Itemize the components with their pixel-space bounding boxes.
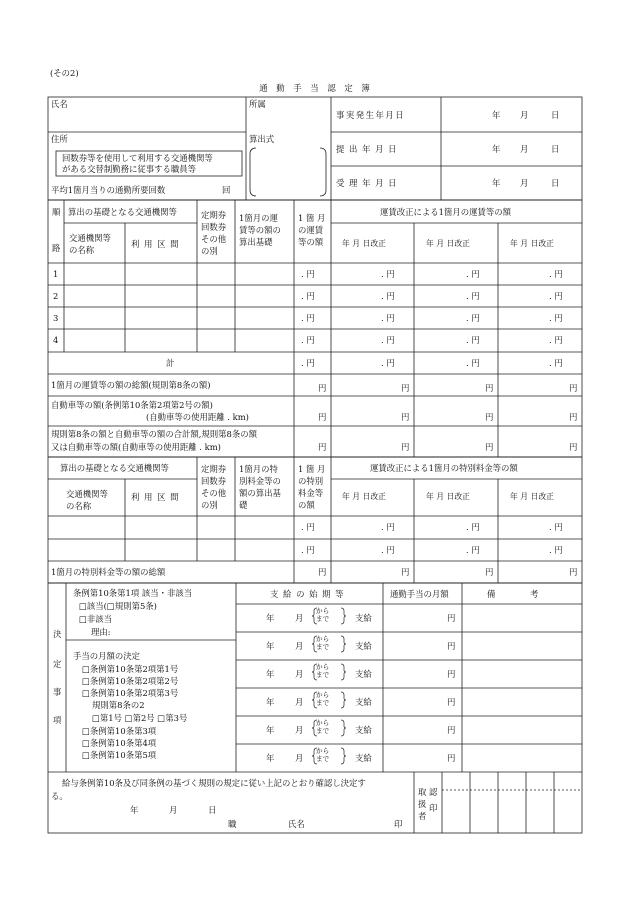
sp-yen-total-c2: 円 — [401, 567, 410, 577]
order-label-top: 順 — [52, 207, 61, 217]
row-number-4: 4 — [53, 335, 59, 345]
yen-r3-c2: . 円 — [381, 313, 395, 323]
decision-vertical-1: 決 — [53, 629, 62, 639]
submit-date-label: 提 出 年 月 日 — [336, 144, 398, 154]
total-label: 計 — [166, 358, 175, 368]
pay6-yen: 円 — [447, 753, 456, 763]
pay5-month: 月 — [295, 725, 304, 735]
applicability-line: 条例第10条第1項 該当・非該当 — [73, 588, 193, 598]
fare-revision-title: 運賃改正による1箇月の運賃等の額 — [380, 207, 511, 217]
basis-title: 算出の基礎となる交通機関等 — [68, 207, 177, 217]
yen-car-c1: 円 — [318, 412, 327, 422]
name-label: 氏名 — [51, 99, 68, 109]
car-label-2: (自動車等の使用距離 . km) — [146, 412, 249, 422]
special-agency-2: の名称 — [66, 501, 92, 511]
pass-label-3: その他 — [201, 234, 227, 244]
combined-label-1: 規則第8条の額と自動車等の額の合計額,規則第8条の額 — [51, 429, 257, 439]
yen-sum-c3: 円 — [485, 383, 494, 393]
statement-line-2: る。 — [51, 791, 68, 801]
pay1-month: 月 — [295, 613, 304, 623]
special-basis-3: 額の算出基 — [239, 488, 281, 498]
address-label: 住所 — [51, 134, 68, 144]
row-number-2: 2 — [53, 291, 59, 301]
yen-total-c2: . 円 — [381, 358, 395, 368]
yen-car-c3: 円 — [485, 412, 494, 422]
pay3-label: 支給 — [355, 669, 372, 679]
yen-r1-c4: . 円 — [549, 269, 563, 279]
rule-8-2-options[interactable]: □第1号 □第2号 □第3号 — [92, 713, 188, 723]
pay5-year: 年 — [266, 725, 275, 735]
option-2-3-checkbox[interactable]: □条例第10条第2項第3号 — [82, 688, 179, 698]
sp-yen-r1-c1: . 円 — [301, 522, 315, 532]
handler-char-2: 扱 — [418, 799, 427, 809]
fare-amount-1: 1 箇 月 — [298, 213, 326, 223]
special-route: 利 用 区 間 — [131, 492, 180, 502]
sp-yen-r2-c4: . 円 — [549, 545, 563, 555]
pay4-until: まで — [316, 699, 330, 707]
special-total-label: 1箇月の特別料金等の額の総額 — [51, 567, 166, 577]
yen-r2-c4: . 円 — [549, 291, 563, 301]
receipt-year: 年 — [492, 178, 501, 188]
yen-r1-c2: . 円 — [381, 269, 395, 279]
receipt-month: 月 — [520, 178, 529, 188]
handler-char-4: 認 — [429, 787, 438, 797]
fare-amount-2: の運賃 — [298, 225, 324, 235]
pay4-yen: 円 — [447, 697, 456, 707]
sp-yen-total-c4: 円 — [569, 567, 578, 577]
pay5-from: から — [316, 719, 330, 727]
handler-char-1: 取 — [418, 787, 427, 797]
option-5-checkbox[interactable]: □条例第10条第5項 — [82, 750, 157, 760]
yen-total-c4: . 円 — [549, 358, 563, 368]
yen-r3-c4: . 円 — [549, 313, 563, 323]
yen-r2-c2: . 円 — [381, 291, 395, 301]
fare-amount-3: 等の額 — [298, 237, 324, 247]
sp-yen-r1-c2: . 円 — [381, 522, 395, 532]
special-amount-4: の額 — [298, 500, 315, 510]
car-label-1: 自動車等の額(条例第10条第2項第2号の額) — [51, 400, 213, 410]
pay5-yen: 円 — [447, 725, 456, 735]
pay3-yen: 円 — [447, 669, 456, 679]
event-year: 年 — [492, 110, 501, 120]
reason-label: 理由: — [91, 627, 111, 637]
pay6-from: から — [316, 747, 330, 755]
special-basis-2: 別料金等の — [239, 476, 281, 486]
times-unit: 回 — [222, 185, 231, 195]
yen-combined-c3: 円 — [485, 442, 494, 452]
event-day: 日 — [551, 110, 560, 120]
yen-car-c4: 円 — [569, 412, 578, 422]
sp-yen-r1-c4: . 円 — [549, 522, 563, 532]
pay5-label: 支給 — [355, 725, 372, 735]
sp-yen-total-c1: 円 — [318, 567, 327, 577]
yen-r2-c3: . 円 — [466, 291, 480, 301]
pay6-until: まで — [316, 755, 330, 763]
yen-total-c1: . 円 — [301, 358, 315, 368]
yen-combined-c1: 円 — [318, 442, 327, 452]
calc-label: 算出式 — [249, 134, 275, 144]
combined-label-2: 又は自動車等の額(自動車等の使用距離 . km) — [51, 442, 221, 452]
submit-day: 日 — [551, 144, 560, 154]
rule-8-2-label: 規則第8条の2 — [92, 700, 145, 710]
yen-sum-c2: 円 — [401, 383, 410, 393]
option-2-1-checkbox[interactable]: □条例第10条第2項第1号 — [82, 664, 179, 674]
commuter-pass-line-1: 回数券等を使用して利用する交通機関等 — [62, 153, 213, 163]
event-date-label: 事実発生年月日 — [336, 110, 406, 120]
affiliation-label: 所属 — [249, 99, 266, 109]
sp-yen-r2-c2: . 円 — [381, 545, 395, 555]
pay3-year: 年 — [266, 669, 275, 679]
commuter-pass-line-2: がある交替制勤務に従事する職員等 — [62, 164, 196, 174]
special-revision-col-2: 年 月 日改正 — [426, 492, 470, 501]
form-title: 通 動 手 当 認 定 簿 — [259, 83, 373, 93]
special-revision-title: 運賃改正による1箇月の特別料金等の額 — [370, 463, 518, 473]
yen-combined-c2: 円 — [401, 442, 410, 452]
sp-yen-r1-c3: . 円 — [466, 522, 480, 532]
pay2-year: 年 — [266, 641, 275, 651]
monthly-decision-title: 手当の月額の決定 — [73, 651, 140, 661]
yen-combined-c4: 円 — [569, 442, 578, 452]
special-pass-3: その他 — [201, 488, 227, 498]
yen-r1-c3: . 円 — [466, 269, 480, 279]
pay1-until: まで — [316, 615, 330, 623]
footer-date: 年 月 日 — [130, 805, 231, 815]
yen-sum-c4: 円 — [569, 383, 578, 393]
special-basis-1: 1箇月の特 — [239, 464, 278, 474]
sum-label: 1箇月の運賃等の額の総額(規則第8条の額) — [51, 380, 211, 390]
sp-yen-total-c3: 円 — [485, 567, 494, 577]
option-2-2-checkbox[interactable]: □条例第10条第2項第2号 — [82, 676, 179, 686]
pass-label-2: 回数券 — [201, 222, 227, 232]
event-month: 月 — [520, 110, 529, 120]
agency-label-1: 交通機関等 — [69, 233, 111, 243]
statement-line-1: 給与条例第10条及び同条例の基づく規則の規定に従い上記のとおり確認し決定す — [62, 778, 366, 788]
row-number-3: 3 — [53, 313, 59, 323]
option-3-checkbox[interactable]: □条例第10条第3項 — [82, 726, 157, 736]
yen-r4-c1: . 円 — [301, 335, 315, 345]
receipt-date-label: 受 理 年 月 日 — [336, 178, 398, 188]
pay1-year: 年 — [266, 613, 275, 623]
not-applicable-checkbox[interactable]: □非該当 — [79, 614, 113, 624]
pay4-from: から — [316, 691, 330, 699]
option-4-checkbox[interactable]: □条例第10条第4項 — [82, 738, 157, 748]
pay4-month: 月 — [295, 697, 304, 707]
pay2-from: から — [316, 635, 330, 643]
remarks-col-header: 備 考 — [487, 589, 555, 599]
pay6-month: 月 — [295, 753, 304, 763]
pass-label-4: の別 — [201, 246, 218, 256]
handler-char-5: 印 — [429, 803, 438, 813]
footer-post: 職 — [228, 819, 237, 829]
pay3-from: から — [316, 663, 330, 671]
pay3-month: 月 — [295, 669, 304, 679]
yen-total-c3: . 円 — [466, 358, 480, 368]
special-basis-4: 礎 — [239, 500, 248, 510]
special-agency-1: 交通機関等 — [66, 489, 108, 499]
agency-label-2: の名称 — [69, 245, 95, 255]
row-number-1: 1 — [53, 269, 59, 279]
route-label: 利 用 区 間 — [131, 239, 180, 249]
fare-basis-3: 算出基礎 — [239, 237, 273, 247]
sp-yen-r2-c3: . 円 — [466, 545, 480, 555]
pay1-label: 支給 — [355, 613, 372, 623]
yen-sum-c1: 円 — [318, 383, 327, 393]
receipt-day: 日 — [551, 178, 560, 188]
decision-vertical-3: 事 — [53, 687, 62, 697]
yen-car-c2: 円 — [401, 412, 410, 422]
submit-year: 年 — [492, 144, 501, 154]
special-pass-4: の別 — [201, 500, 218, 510]
fare-basis-1: 1箇月の運 — [239, 213, 278, 223]
pay2-label: 支給 — [355, 641, 372, 651]
fare-revision-col-1: 年 月 日改正 — [342, 239, 386, 248]
yen-r1-c1: . 円 — [301, 269, 315, 279]
special-revision-col-1: 年 月 日改正 — [342, 492, 386, 501]
pay1-from: から — [316, 607, 330, 615]
order-label-bottom: 路 — [52, 243, 61, 253]
fare-revision-col-3: 年 月 日改正 — [510, 239, 554, 248]
yen-r2-c1: . 円 — [301, 291, 315, 301]
pay4-year: 年 — [266, 697, 275, 707]
pay2-month: 月 — [295, 641, 304, 651]
special-pass-1: 定期券 — [201, 464, 227, 474]
page-label: (その2) — [50, 68, 79, 78]
pay3-until: まで — [316, 671, 330, 679]
fare-basis-2: 賃等の額の — [239, 225, 281, 235]
sp-yen-r2-c1: . 円 — [301, 545, 315, 555]
pay5-until: まで — [316, 727, 330, 735]
special-basis-title: 算出の基礎となる交通機関等 — [60, 463, 169, 473]
special-amount-3: 料金等 — [298, 488, 324, 498]
special-revision-col-3: 年 月 日改正 — [510, 492, 554, 501]
submit-month: 月 — [520, 144, 529, 154]
pay2-yen: 円 — [447, 641, 456, 651]
pay2-until: まで — [316, 643, 330, 651]
decision-vertical-2: 定 — [53, 659, 62, 669]
pay6-label: 支給 — [355, 753, 372, 763]
monthly-col-header: 通勤手当の月額 — [390, 589, 449, 599]
start-col-header: 支 給 の 始 期 等 — [270, 589, 345, 599]
pass-label-1: 定期券 — [201, 210, 227, 220]
yen-r4-c3: . 円 — [466, 335, 480, 345]
special-pass-2: 回数券 — [201, 476, 227, 486]
pay6-year: 年 — [266, 753, 275, 763]
decision-vertical-4: 項 — [53, 715, 62, 725]
yen-r3-c3: . 円 — [466, 313, 480, 323]
fare-revision-col-2: 年 月 日改正 — [426, 239, 470, 248]
yen-r4-c4: . 円 — [549, 335, 563, 345]
yen-r4-c2: . 円 — [381, 335, 395, 345]
pay4-label: 支給 — [355, 697, 372, 707]
yen-r3-c1: . 円 — [301, 313, 315, 323]
handler-char-3: 者 — [418, 811, 427, 821]
applicable-checkbox[interactable]: □該当(□規則第5条) — [79, 601, 157, 611]
pay1-yen: 円 — [447, 613, 456, 623]
footer-seal: 印 — [394, 819, 403, 829]
special-amount-1: 1 箇 月 — [298, 464, 326, 474]
footer-name: 氏名 — [288, 819, 305, 829]
special-amount-2: の特別 — [298, 476, 324, 486]
avg-days-label: 平均1箇月当りの通勤所要回数 — [51, 185, 166, 195]
